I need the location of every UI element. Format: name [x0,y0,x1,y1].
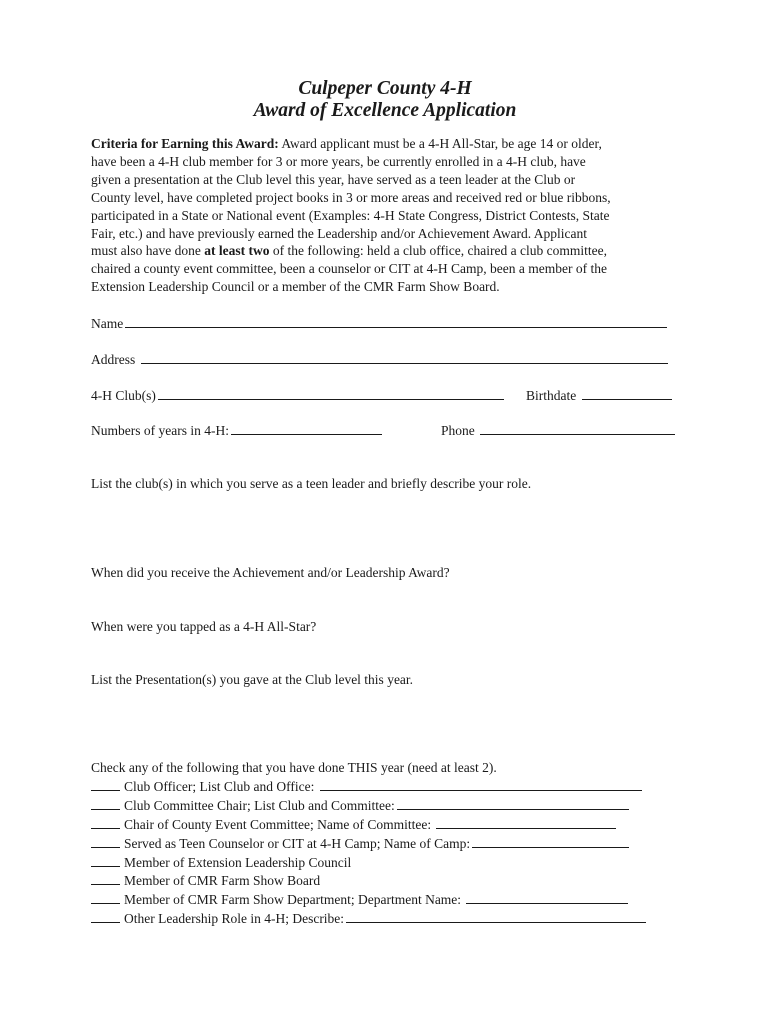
checkbox-blank[interactable] [91,834,120,848]
phone-line[interactable] [480,421,675,435]
checklist-item: Member of CMR Farm Show Department; Department Name: [91,890,646,909]
checkbox-blank[interactable] [91,853,120,867]
phone-field-row [441,421,675,440]
years-label: Numbers of years in 4-H: [91,423,229,438]
form-subtitle: Award of Excellence Application [253,100,517,121]
name-label: Name [91,316,124,331]
answer-line[interactable] [320,777,642,791]
criteria-line: have been a 4-H club member for 3 or more years, be currently enrolled in a 4-H club, have [91,153,586,169]
checklist-item: Club Officer; List Club and Office: [91,777,646,796]
clubs-field-row [91,386,504,405]
presentations-question: List the Presentation(s) you gave at the Club level this year. [91,672,414,687]
criteria-line: Fair, etc.) and have previously earned the Leadership and/or Achievement Award. Applicant [91,225,588,241]
criteria-line: participated in a State or National event (Examples: 4-H State Congress, District Contests, State [91,207,610,223]
clubs-line[interactable] [158,386,504,400]
answer-line[interactable] [436,815,616,829]
criteria-line: Criteria for Earning this Award: Award applicant must be a 4-H All-Star, be age 14 or older, [91,136,602,151]
teen-leader-question: List the club(s) in which you serve as a teen leader and briefly describe your role. [91,476,532,491]
criteria-heading: Criteria for Earning this Award: [91,136,279,151]
birthdate-line[interactable] [582,386,672,400]
answer-line[interactable] [466,890,628,904]
criteria-line: Extension Leadership Council or a member of the CMR Farm Show Board. [91,279,500,295]
checkbox-blank[interactable] [91,796,120,810]
address-field-row [91,350,668,369]
name-line[interactable] [125,314,667,328]
birthdate-field-row [526,386,672,405]
answer-line[interactable] [472,834,629,848]
answer-line[interactable] [346,909,646,923]
address-line[interactable] [141,350,668,364]
activity-checklist [91,759,646,928]
checklist-intro: Check any of the following that you have done THIS year (need at least 2). [91,760,497,775]
criteria-line: County level, have completed project books in 3 or more areas and received red or blue ribbons, [91,189,611,205]
years-line[interactable] [231,421,382,435]
checkbox-blank[interactable] [91,871,120,885]
checkbox-blank[interactable] [91,777,120,791]
address-label: Address [91,352,136,367]
name-field-row [91,314,667,333]
criteria-line: chaired a county event committee, been a counselor or CIT at 4-H Camp, been a member of the [91,261,607,277]
form-title: Culpeper County 4-H [298,78,472,99]
checklist-item: Chair of County Event Committee; Name of Committee: [91,815,646,834]
checklist-item: Other Leadership Role in 4-H; Describe: [91,909,646,928]
phone-label: Phone [441,423,475,438]
checklist-item: Member of CMR Farm Show Board [91,871,646,890]
checklist-item: Served as Teen Counselor or CIT at 4-H Camp; Name of Camp: [91,834,646,853]
clubs-label: 4-H Club(s) [91,388,156,403]
answer-line[interactable] [397,796,629,810]
years-field-row [91,421,382,440]
award-question: When did you receive the Achievement and/or Leadership Award? [91,565,450,580]
checkbox-blank[interactable] [91,890,120,904]
checklist-item: Member of Extension Leadership Council [91,853,646,872]
checkbox-blank[interactable] [91,909,120,923]
criteria-line: given a presentation at the Club level this year, have served as a teen leader at the Club or [91,171,576,187]
allstar-question: When were you tapped as a 4-H All-Star? [91,619,317,634]
at-least-two-emphasis: at least two [204,243,270,259]
birthdate-label: Birthdate [526,388,577,403]
checklist-item: Club Committee Chair; List Club and Committee: [91,796,646,815]
criteria-paragraph [91,135,681,296]
criteria-line: must also have done at least two of the following: held a club office, chaired a club committee, [91,243,607,259]
checkbox-blank[interactable] [91,815,120,829]
